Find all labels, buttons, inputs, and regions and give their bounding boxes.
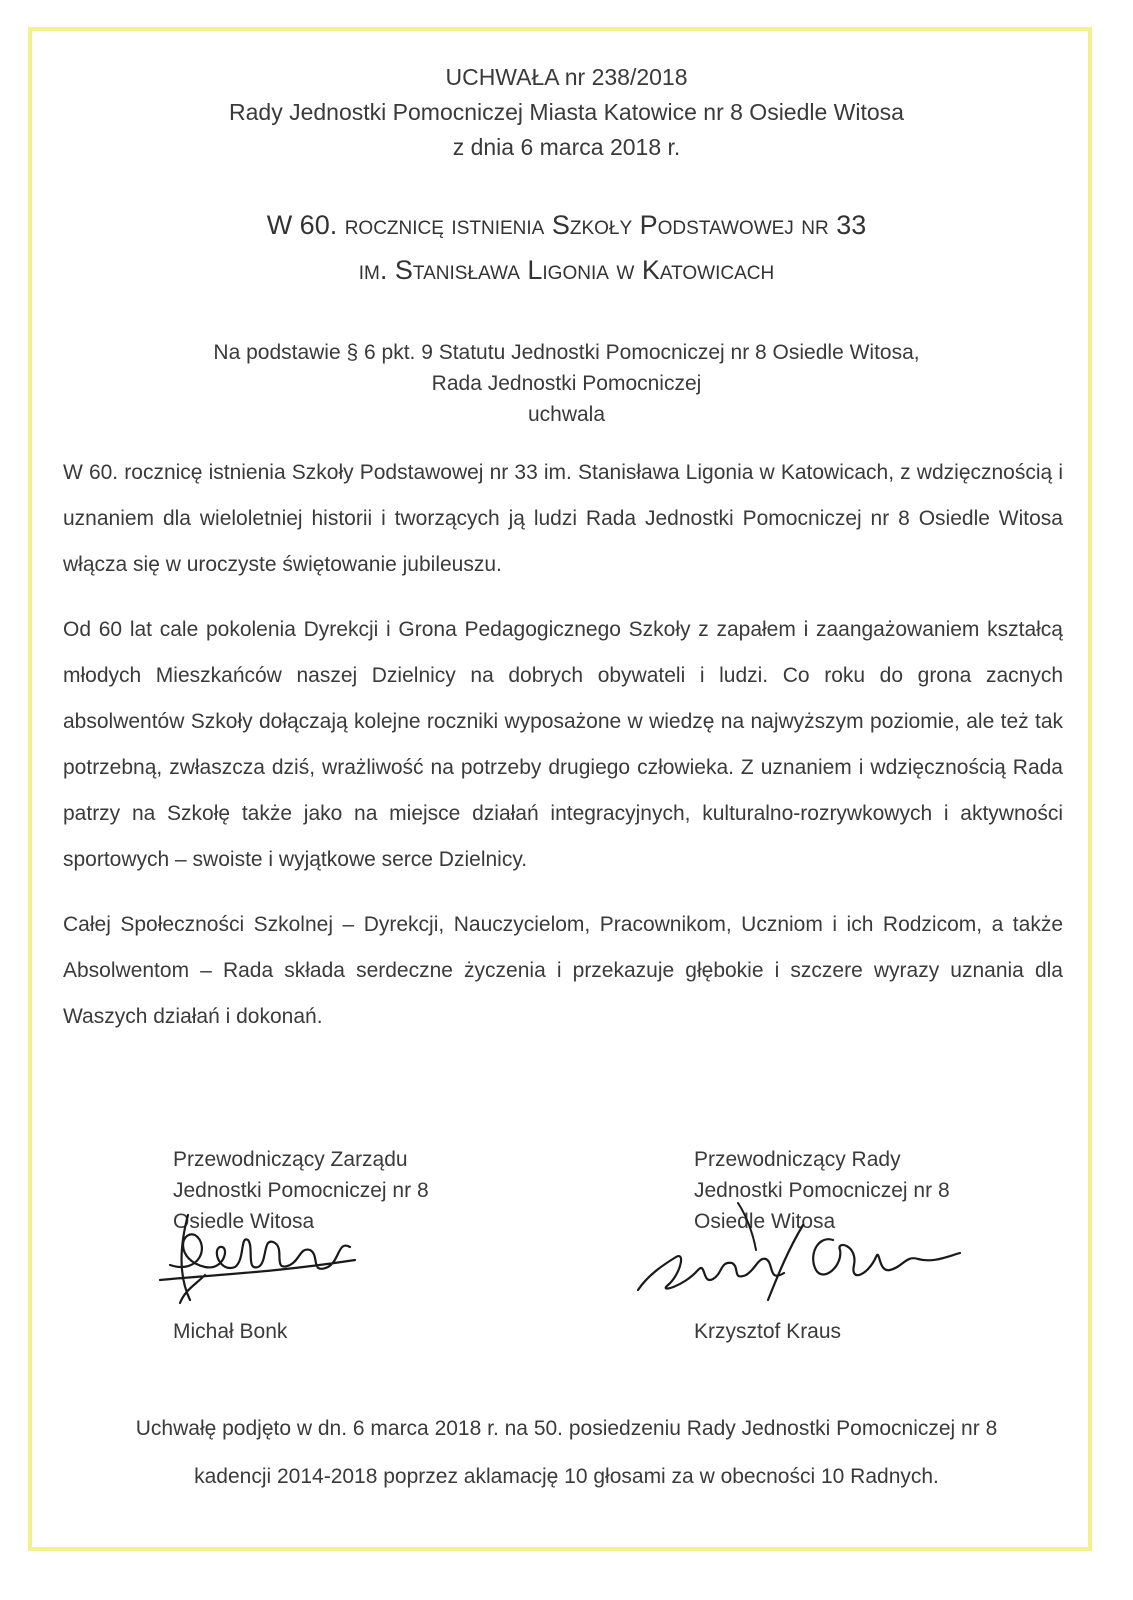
body-paragraph-3: Całej Społeczności Szkolnej – Dyrekcji, Nauczycielom, Pracownikom, Uczniom i ich Rodzicom, a także Absolwentom – Rada składa serdeczne życzenia i przekazuje głębokie i szczere wyrazy uznania dla Waszych działań i dokonań. (63, 913, 1063, 1028)
legal-basis-line-3: uchwala (527, 403, 606, 426)
signatory-title-left: Przewodniczący Zarządu (173, 1148, 408, 1171)
signatory-district-right: Osiedle Witosa (694, 1210, 836, 1233)
adoption-note-line-2: kadencji 2014-2018 poprzez aklamację 10 głosami za w obecności 10 Radnych. (194, 1465, 939, 1488)
resolution-body (63, 450, 1063, 1059)
handwritten-signature-right (628, 1195, 968, 1310)
legal-basis (0, 337, 1133, 430)
signatory-name-right: Krzysztof Kraus (694, 1320, 842, 1343)
document-header (0, 60, 1133, 165)
signatory-district-left: Osiedle Witosa (173, 1210, 315, 1233)
body-paragraph-1: W 60. rocznicę istnienia Szkoły Podstawowej nr 33 im. Stanisława Ligonia w Katowicach, z wdzięcznością i uznaniem dla wieloletniej historii i tworzących ją ludzi Rada Jednostki Pomocniczej nr 8 Osiedle Witosa włącza się w uroczyste świętowanie jubileuszu. (63, 461, 1063, 576)
signatory-unit-left: Jednostki Pomocniczej nr 8 (173, 1179, 429, 1202)
council-name: Rady Jednostki Pomocniczej Miasta Katowice nr 8 Osiedle Witosa (229, 99, 904, 125)
signatory-unit-right: Jednostki Pomocniczej nr 8 (694, 1179, 950, 1202)
adoption-note (40, 1405, 1093, 1501)
handwritten-signature-left (150, 1205, 370, 1325)
signatory-title-right: Przewodniczący Rady (694, 1148, 901, 1171)
adoption-note-line-1: Uchwałę podjęto w dn. 6 marca 2018 r. na 50. posiedzeniu Rady Jednostki Pomocniczej nr 8 (135, 1417, 998, 1440)
signatory-name-left: Michał Bonk (173, 1320, 288, 1343)
resolution-date: z dnia 6 marca 2018 r. (452, 134, 681, 160)
legal-basis-line-1: Na podstawie § 6 pkt. 9 Statutu Jednostki Pomocniczej nr 8 Osiedle Witosa, (213, 341, 920, 364)
resolution-number: UCHWAŁA nr 238/2018 (445, 64, 688, 90)
body-paragraph-2: Od 60 lat cale pokolenia Dyrekcji i Grona Pedagogicznego Szkoły z zapałem i zaangażowaniem kształcą młodych Mieszkańców naszej Dzielnicy na dobrych obywateli i ludzi. Co roku do grona zacnych absolwentów Szkoły dołączają kolejne roczniki wyposażone w wiedzę na najwyższym poziomie, ale też tak potrzebną, zwłaszcza dziś, wrażliwość na potrzeby drugiego człowieka. Z uznaniem i wdzięcznością Rada patrzy na Szkołę także jako na miejsce działań integracyjnych, kulturalno-rozrywkowych i aktywności sportowych – swoiste i wyjątkowe serce Dzielnicy. (63, 618, 1063, 871)
legal-basis-line-2: Rada Jednostki Pomocniczej (431, 372, 702, 395)
resolution-title (0, 203, 1133, 293)
title-line-1: W 60. rocznicę istnienia Szkoły Podstawowej nr 33 (266, 210, 867, 240)
title-line-2: im. Stanisława Ligonia w Katowicach (358, 255, 775, 285)
